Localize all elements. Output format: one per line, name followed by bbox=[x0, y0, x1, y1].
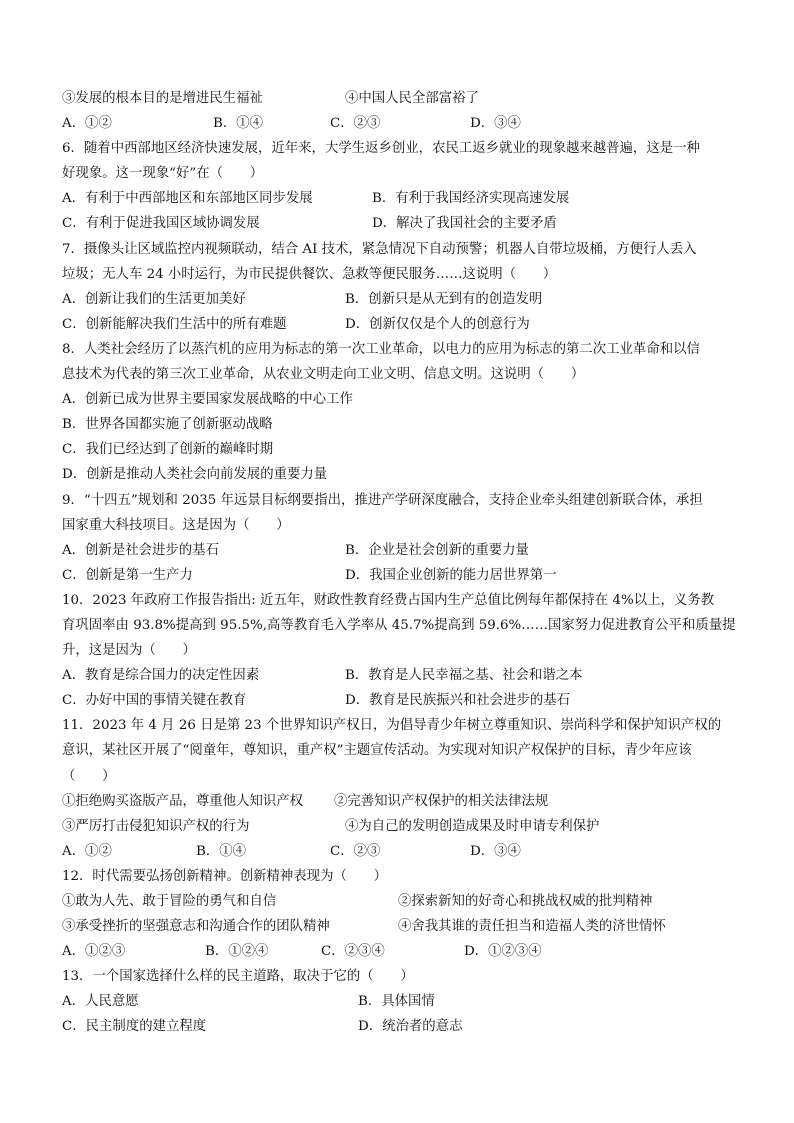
question-7-stem: 7．摄像头让区域监控内视频联动，结合 AI 技术，紧急情况下自动预警；机器人自带垃圾桶，方便行人丢入 bbox=[62, 241, 697, 257]
option-2: ②完善知识产权保护的相关法律法规 bbox=[334, 793, 549, 809]
question-6-stem: 6．随着中西部地区经济快速发展，近年来，大学生返乡创业，农民工返乡就业的现象越来越普遍，这是一种 bbox=[62, 141, 700, 157]
option-3: ③发展的根本目的是增进民生福祉 bbox=[62, 91, 263, 106]
choice-c: C．有利于促进我国区域协调发展 bbox=[62, 216, 260, 232]
option-3: ③严厉打击侵犯知识产权的行为 bbox=[62, 818, 250, 834]
option-3: ③承受挫折的坚强意志和沟通合作的团队精神 bbox=[62, 919, 330, 935]
choice-d: D．我国企业创新的能力居世界第一 bbox=[345, 567, 557, 583]
choice-b: B．企业是社会创新的重要力量 bbox=[345, 542, 529, 558]
option-row bbox=[62, 814, 742, 839]
question-10-stem-cont: 育巩固率由 93.8%提高到 95.5%,高等教育毛入学率从 45.7%提高到 59.6%……国家努力促进教育公平和质量提 bbox=[62, 617, 736, 633]
choice-b: B．具体国情 bbox=[358, 994, 435, 1010]
option-row bbox=[62, 789, 742, 814]
option-1: ①拒绝购买盗版产品，尊重他人知识产权 bbox=[62, 793, 304, 809]
question-8-stem-cont: 息技术为代表的第三次工业革命，从农业文明走向工业文明、信息文明。这说明（ ） bbox=[62, 367, 585, 383]
choice-b: B．教育是人民幸福之基、社会和谐之本 bbox=[345, 668, 583, 684]
choice-d: D．③④ bbox=[470, 116, 521, 132]
choice-a: A．创新已成为世界主要国家发展战略的中心工作 bbox=[62, 392, 353, 408]
choice-row bbox=[62, 186, 742, 211]
choice-b: B．①④ bbox=[213, 116, 264, 132]
choice-a: A．①②③ bbox=[62, 944, 126, 960]
choice-row bbox=[62, 538, 742, 563]
choice-a: A．①② bbox=[62, 116, 112, 132]
question-8-stem: 8．人类社会经历了以蒸汽机的应用为标志的第一次工业革命，以电力的应用为标志的第二次工业革命和以信 bbox=[62, 341, 700, 357]
choice-a: A．创新是社会进步的基石 bbox=[62, 542, 219, 558]
choice-row bbox=[62, 688, 742, 713]
choice-row bbox=[62, 287, 742, 312]
choice-d: D．统治者的意志 bbox=[358, 1019, 463, 1035]
question-10-stem-cont: 升，这是因为（ ） bbox=[62, 643, 196, 659]
choice-row bbox=[62, 839, 742, 864]
exam-page bbox=[62, 86, 742, 1040]
choice-row bbox=[62, 211, 742, 236]
choice-c: C．②③④ bbox=[321, 944, 385, 960]
choice-a: A．创新让我们的生活更加美好 bbox=[62, 291, 246, 307]
choice-row bbox=[62, 312, 742, 337]
choice-a: A．人民意愿 bbox=[62, 994, 139, 1010]
option-2: ②探索新知的好奇心和挑战权威的批判精神 bbox=[398, 894, 653, 909]
option-4: ④中国人民全部富裕了 bbox=[345, 91, 479, 106]
choice-d: D．①②③④ bbox=[464, 944, 542, 960]
question-6-stem-cont: 好现象。这一现象“好”在（ ） bbox=[62, 166, 264, 182]
choice-a: A．教育是综合国力的决定性因素 bbox=[62, 668, 260, 684]
question-12-stem: 12．时代需要弘扬创新精神。创新精神表现为（ ） bbox=[62, 868, 388, 884]
question-9-stem-cont: 国家重大科技项目。这是因为（ ） bbox=[62, 517, 290, 533]
question-9-stem: 9．“十四五”规划和 2035 年远景目标纲要指出，推进产学研深度融合，支持企业牵头组建创新联合体，承担 bbox=[62, 492, 703, 508]
choice-d: D．③④ bbox=[470, 843, 521, 859]
choice-d: D．教育是民族振兴和社会进步的基石 bbox=[345, 693, 570, 709]
choice-c: C．②③ bbox=[330, 843, 381, 859]
question-7-stem-cont: 垃圾；无人车 24 小时运行，为市民提供餐饮、急救等便民服务……这说明（ ） bbox=[62, 266, 557, 282]
choice-row bbox=[62, 111, 742, 136]
choice-a: A．有利于中西部地区和东部地区同步发展 bbox=[62, 191, 313, 207]
choice-d: D．创新是推动人类社会向前发展的重要力量 bbox=[62, 467, 328, 483]
question-10-stem: 10．2023 年政府工作报告指出: 近五年，财政性教育经费占国内生产总值比例每年都保持在 4%以上，义务教 bbox=[62, 592, 715, 608]
choice-c: C．民主制度的建立程度 bbox=[62, 1019, 207, 1035]
choice-a: A．①② bbox=[62, 843, 112, 859]
option-1: ①敢为人先、敢于冒险的勇气和自信 bbox=[62, 894, 277, 909]
choice-c: C．我们已经达到了创新的巅峰时期 bbox=[62, 442, 274, 458]
question-13-stem: 13．一个国家选择什么样的民主道路，取决于它的（ ） bbox=[62, 969, 414, 985]
choice-c: C．创新能解决我们生活中的所有难题 bbox=[62, 316, 287, 332]
question-11-stem-cont: 意识，某社区开展了“阅童年，尊知识，重产权”主题宣传活动。为实现对知识产权保护的目标，青少年应该 bbox=[62, 743, 692, 759]
option-4: ④为自己的发明创造成果及时申请专利保护 bbox=[345, 818, 600, 834]
choice-b: B．创新只是从无到有的创造发明 bbox=[345, 291, 543, 307]
choice-b: B．有利于我国经济实现高速发展 bbox=[372, 191, 570, 207]
option-row bbox=[62, 86, 742, 111]
choice-b: B．①②④ bbox=[205, 944, 269, 960]
option-row bbox=[62, 914, 742, 939]
question-11-stem-cont: （ ） bbox=[62, 768, 116, 784]
choice-row bbox=[62, 1014, 742, 1039]
choice-row bbox=[62, 563, 742, 588]
option-4: ④舍我其谁的责任担当和造福人类的济世情怀 bbox=[398, 919, 666, 935]
choice-b: B．世界各国都实施了创新驱动战略 bbox=[62, 417, 273, 433]
choice-b: B．①④ bbox=[196, 843, 247, 859]
option-row bbox=[62, 889, 742, 914]
question-11-stem: 11．2023 年 4 月 26 日是第 23 个世界知识产权日，为倡导青少年树立尊重知识、崇尚科学和保护知识产权的 bbox=[62, 718, 722, 734]
choice-c: C．②③ bbox=[330, 116, 381, 132]
choice-d: D．创新仅仅是个人的创意行为 bbox=[345, 316, 530, 332]
choice-c: C．创新是第一生产力 bbox=[62, 567, 193, 583]
choice-row bbox=[62, 663, 742, 688]
choice-c: C．办好中国的事情关键在教育 bbox=[62, 693, 247, 709]
choice-row bbox=[62, 939, 742, 964]
choice-d: D．解决了我国社会的主要矛盾 bbox=[372, 216, 557, 232]
choice-row bbox=[62, 989, 742, 1014]
